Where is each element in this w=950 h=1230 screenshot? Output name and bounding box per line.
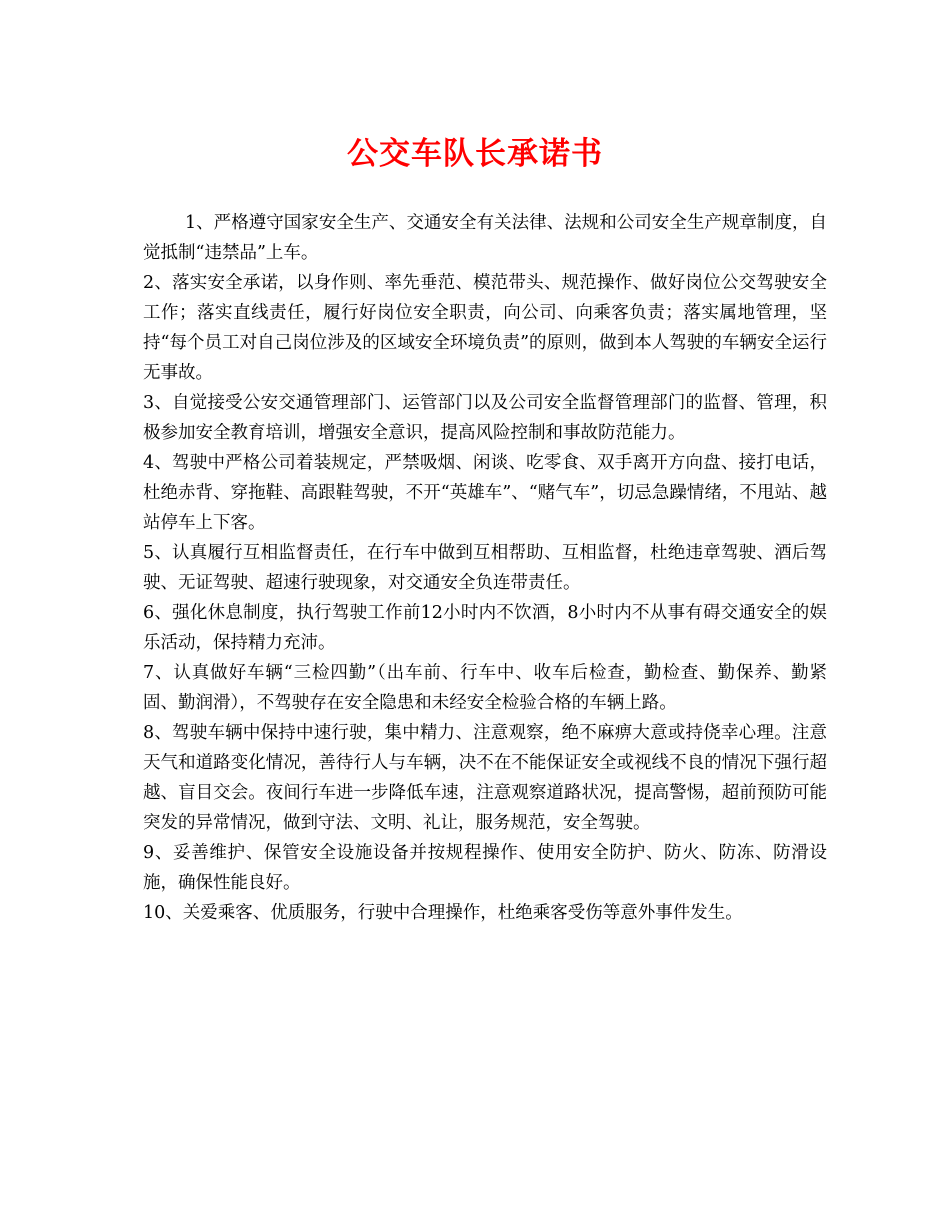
commitment-item-9: 9、妥善维护、保管安全设施设备并按规程操作、使用安全防护、防火、防冻、防滑设施，确保性能良好。 — [143, 843, 827, 893]
commitment-item-10: 10、关爱乘客、优质服务，行驶中合理操作，杜绝乘客受伤等意外事件发生。 — [143, 903, 743, 923]
document-title: 公交车队长承诺书 — [347, 136, 603, 172]
commitment-item-5: 5、认真履行互相监督责任，在行车中做到互相帮助、互相监督，杜绝违章驾驶、酒后驾驶、无证驾驶、超速行驶现象，对交通安全负连带责任。 — [143, 543, 827, 593]
commitment-item-2: 2、落实安全承诺，以身作则、率先垂范、模范带头、规范操作、做好岗位公交驾驶安全工作；落实直线责任，履行好岗位安全职责，向公司、向乘客负责；落实属地管理，坚持“每个员工对自己岗位涉及的区域安全环境负责”的原则，做到本人驾驶的车辆安全运行无事故。 — [143, 273, 827, 383]
commitment-item-8: 8、驾驶车辆中保持中速行驶，集中精力、注意观察，绝不麻痹大意或持侥幸心理。注意天气和道路变化情况，善待行人与车辆，决不在不能保证安全或视线不良的情况下强行超越、盲目交会。夜间行车进一步降低车速，注意观察道路状况，提高警惕，超前预防可能突发的异常情况，做到守法、文明、礼让，服务规范，安全驾驶。 — [143, 723, 827, 833]
commitment-item-7: 7、认真做好车辆“三检四勤”（出车前、行车中、收车后检查，勤检查、勤保养、勤紧固、勤润滑），不驾驶存在安全隐患和未经安全检验合格的车辆上路。 — [143, 663, 827, 713]
document-body — [143, 208, 827, 928]
commitment-item-4: 4、驾驶中严格公司着装规定，严禁吸烟、闲谈、吃零食、双手离开方向盘、接打电话，杜绝赤背、穿拖鞋、高跟鞋驾驶，不开“英雄车”、“赌气车”，切忌急躁情绪，不甩站、越站停车上下客。 — [143, 453, 827, 533]
commitment-item-3: 3、自觉接受公安交通管理部门、运管部门以及公司安全监督管理部门的监督、管理，积极参加安全教育培训，增强安全意识，提高风险控制和事故防范能力。 — [143, 393, 827, 443]
commitment-item-1: 1、严格遵守国家安全生产、交通安全有关法律、法规和公司安全生产规章制度，自觉抵制“违禁品”上车。 — [143, 213, 827, 263]
commitment-item-6: 6、强化休息制度，执行驾驶工作前12小时内不饮酒，8小时内不从事有碍交通安全的娱乐活动，保持精力充沛。 — [143, 603, 827, 653]
